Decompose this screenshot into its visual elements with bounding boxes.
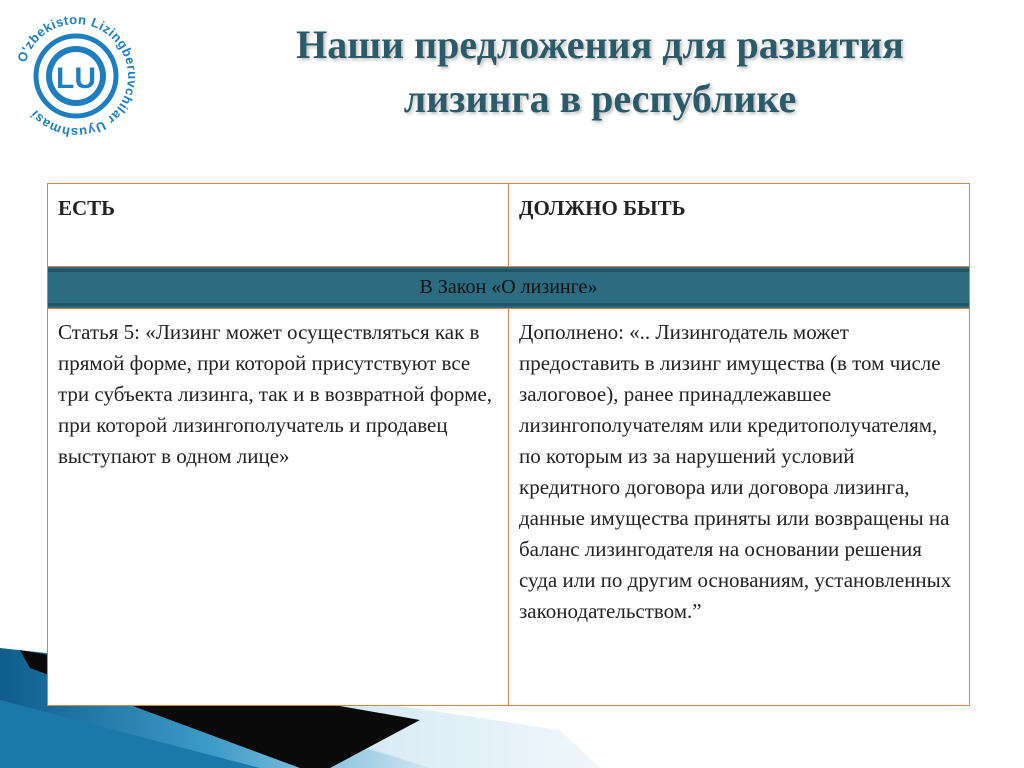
header-proposed: ДОЛЖНО БЫТЬ (509, 184, 970, 267)
table-body-row (48, 309, 970, 706)
logo-monogram: LU (56, 62, 96, 95)
title-line-1: Наши предложения для развития (296, 22, 904, 67)
title-line-2: лизинга в республике (403, 76, 797, 121)
logo-ring-text: O'zbekiston Lizingberuvchilar Uyushmasi (14, 11, 141, 141)
proposed-law-text: Дополнено: «.. Лизингодатель может предоставить в лизинг имущества (в том числе залоговое), ранее принадлежавшее лизингополучателям или кредитополучателям, по которым из за нарушений условий кредитного договора или договора лизинга, данные имущества приняты или возвращены на баланс лизингодателя на основании решения суда или по другим основаниям, установленных законодательством.” (509, 309, 970, 706)
table-section-row (48, 267, 970, 309)
section-title: В Закон «О лизинге» (48, 269, 969, 306)
header-current: ЕСТЬ (48, 184, 509, 267)
current-law-text: Статья 5: «Лизинг может осуществляться как в прямой форме, при которой присутствуют все три субъекта лизинга, так и в возвратной форме, при которой лизингополучатель и продавец выступают в одном лице» (48, 309, 509, 706)
comparison-table (47, 183, 970, 706)
table-header-row (48, 184, 970, 267)
page-title (200, 18, 1000, 126)
association-logo (8, 8, 144, 144)
